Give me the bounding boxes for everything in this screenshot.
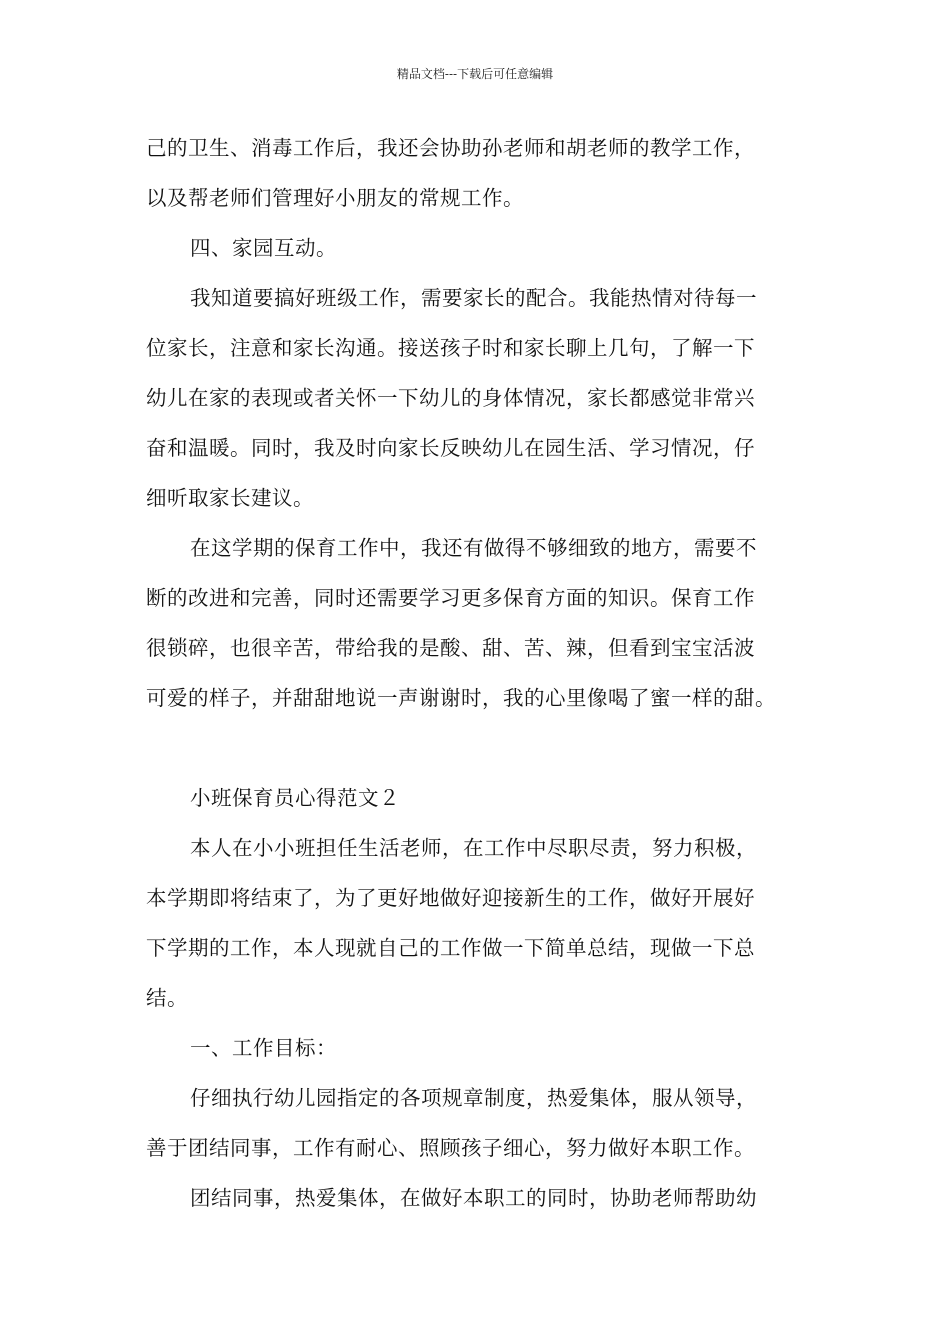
article-title: 小班保育员心得范文２ (190, 786, 400, 810)
paragraph-line: 结。 (146, 986, 188, 1010)
paragraph-line: 断的改进和完善，同时还需要学习更多保育方面的知识。保育工作 (146, 586, 755, 610)
paragraph-line: 团结同事，热爱集体，在做好本职工的同时，协助老师帮助幼 (190, 1186, 757, 1210)
paragraph-line: 仔细执行幼儿园指定的各项规章制度，热爱集体，服从领导， (190, 1086, 757, 1110)
paragraph-line: 幼儿在家的表现或者关怀一下幼儿的身体情况，家长都感觉非常兴 (146, 386, 755, 410)
paragraph-line: 善于团结同事，工作有耐心、照顾孩子细心，努力做好本职工作。 (146, 1136, 755, 1160)
paragraph-line: 以及帮老师们管理好小朋友的常规工作。 (146, 186, 524, 210)
paragraph-line: 位家长，注意和家长沟通。接送孩子时和家长聊上几句，了解一下 (146, 336, 755, 360)
blank-line (146, 730, 826, 780)
paragraph-line: 下学期的工作，本人现就自己的工作做一下简单总结，现做一下总 (146, 936, 755, 960)
paragraph-line: 很锁碎，也很辛苦，带给我的是酸、甜、苦、辣，但看到宝宝活波 (146, 636, 755, 660)
document-body (146, 130, 826, 1230)
paragraph-line: 本学期即将结束了，为了更好地做好迎接新生的工作，做好开展好 (146, 886, 755, 910)
section-heading: 一、工作目标： (190, 1036, 337, 1060)
paragraph-line: 细听取家长建议。 (146, 486, 314, 510)
paragraph-line: 在这学期的保育工作中，我还有做得不够细致的地方，需要不 (190, 536, 757, 560)
paragraph-line: 奋和温暖。同时，我及时向家长反映幼儿在园生活、学习情况，仔 (146, 436, 755, 460)
paragraph-line: 可爱的样子，并甜甜地说一声谢谢时，我的心里像喝了蜜一样的甜。 (146, 686, 776, 710)
paragraph-line: 己的卫生、消毒工作后，我还会协助孙老师和胡老师的教学工作， (146, 136, 755, 160)
paragraph-line: 本人在小小班担任生活老师，在工作中尽职尽责，努力积极， (190, 836, 757, 860)
section-heading: 四、家园互动。 (190, 236, 337, 260)
paragraph-line: 我知道要搞好班级工作，需要家长的配合。我能热情对待每一 (190, 286, 757, 310)
page-header: 精品文档---下载后可任意编辑 (396, 67, 554, 81)
